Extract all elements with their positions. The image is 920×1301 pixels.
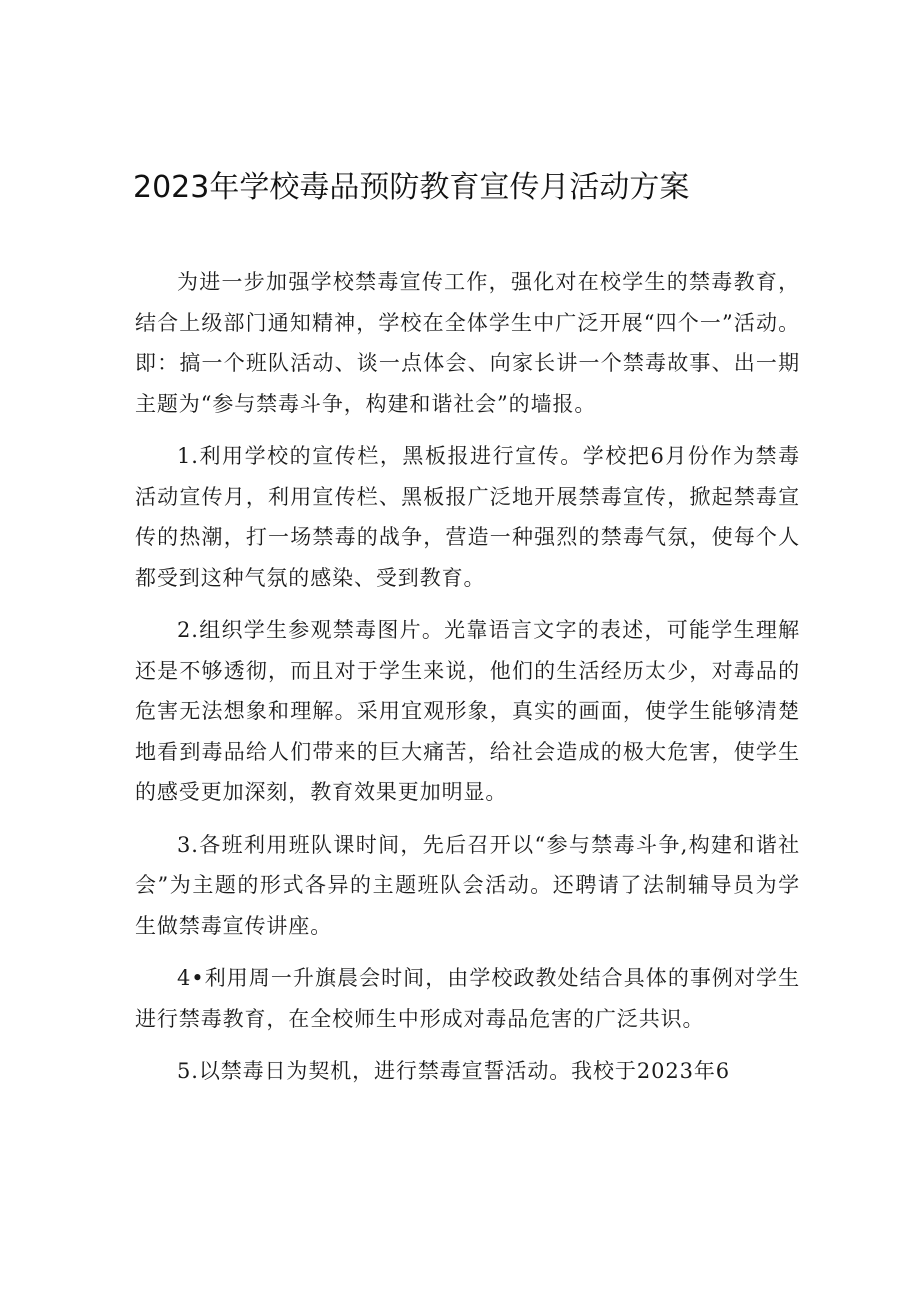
document-title: 2023年学校毒品预防教育宣传月活动方案	[133, 170, 690, 205]
item-1-paragraph: 1.利用学校的宣传栏，黑板报进行宣传。学校把6月份作为禁毒活动宣传月，利用宣传栏、黑板报广泛地开展禁毒宣传，掀起禁毒宣传的热潮，打一场禁毒的战争，营造一种强烈的禁毒气氛，使每个人都受到这种气氛的感染、受到教育。	[135, 444, 800, 590]
item-2-paragraph: 2.组织学生参观禁毒图片。光靠语言文字的表述，可能学生理解还是不够透彻，而且对于学生来说，他们的生活经历太少，对毒品的危害无法想象和理解。采用宜观形象，真实的画面，使学生能够清楚地看到毒品给人们带来的巨大痛苦，给社会造成的极大危害，使学生的感受更加深刻，教育效果更加明显。	[135, 618, 800, 804]
item-4-paragraph: 4•利用周一升旗晨会时间，由学校政教处结合具体的事例对学生进行禁毒教育，在全校师生中形成对毒品危害的广泛共识。	[135, 966, 800, 1031]
item-3-paragraph: 3.各班利用班队课时间，先后召开以“参与禁毒斗争,构建和谐社会”为主题的形式各异的主题班队会活动。还聘请了法制辅导员为学生做禁毒宣传讲座。	[135, 832, 800, 938]
document-body	[135, 262, 800, 1104]
intro-paragraph: 为进一步加强学校禁毒宣传工作，强化对在校学生的禁毒教育，结合上级部门通知精神，学校在全体学生中广泛开展“四个一”活动。即：搞一个班队活动、谈一点体会、向家长讲一个禁毒故事、出一期主题为“参与禁毒斗争，构建和谐社会”的墙报。	[135, 270, 800, 416]
item-5-paragraph: 5.以禁毒日为契机，进行禁毒宣誓活动。我校于2023年6	[177, 1059, 731, 1083]
